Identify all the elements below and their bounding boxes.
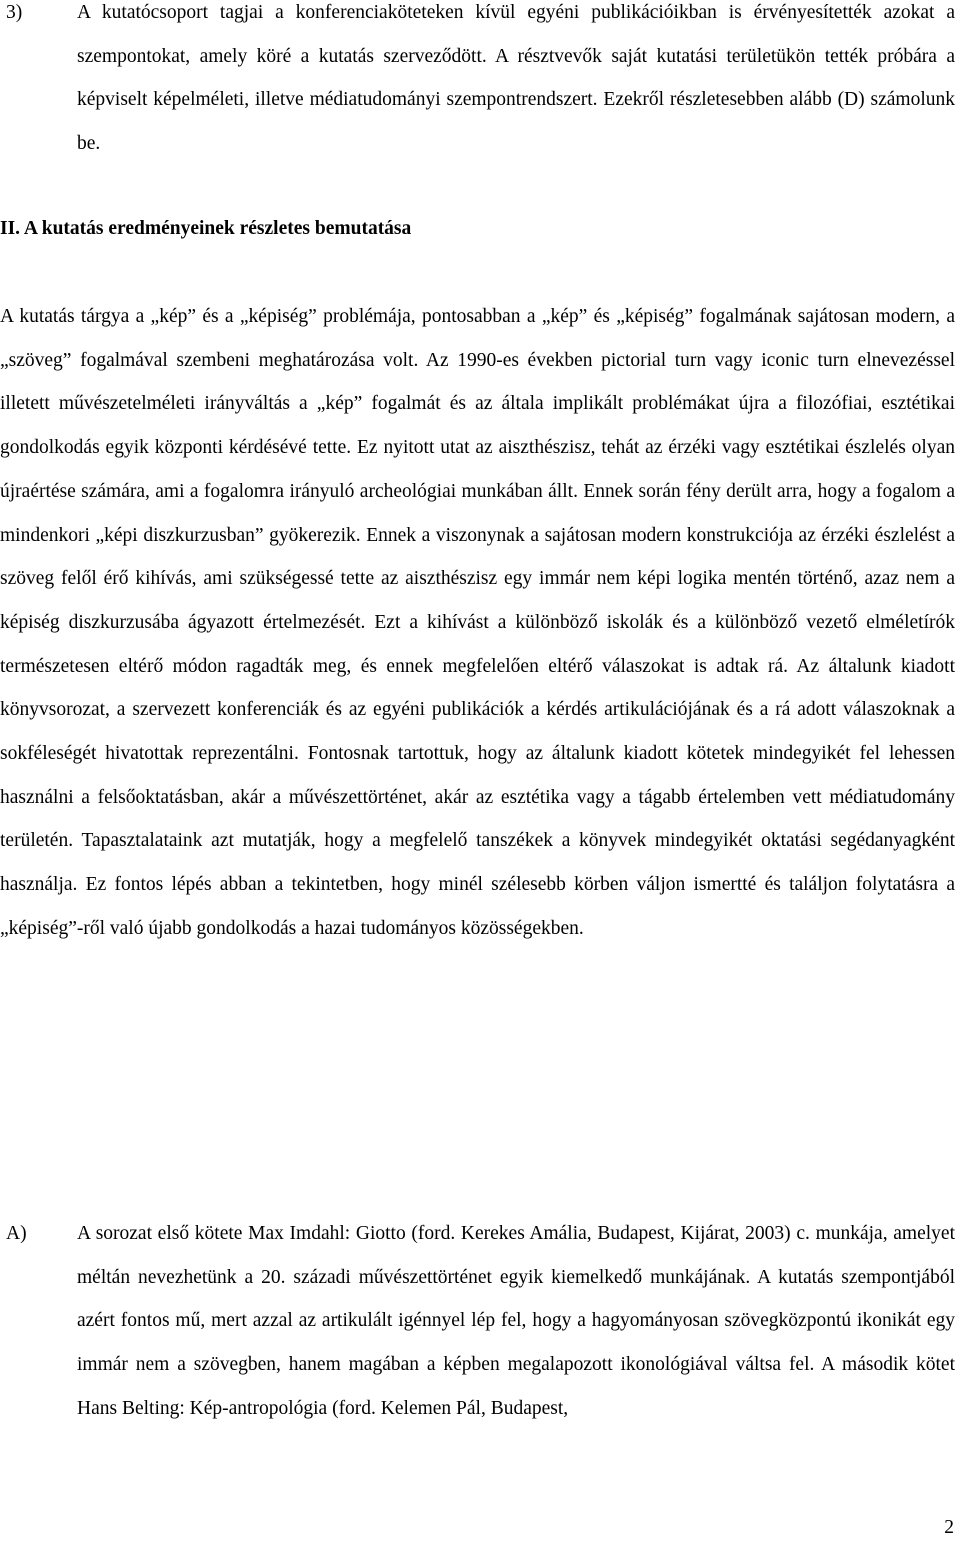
list-item-3: [0, 0, 955, 166]
list-item-number: A): [6, 1223, 27, 1244]
list-item-text: A sorozat első kötete Max Imdahl: Giotto (ford. Kerekes Amália, Budapest, Kijárat, 2003) c. munkája, amelyet méltán nevezhetünk a 20. századi művészettörténet egyik kiemelkedő munkájának. A kutatás szempontjából azért fontos mű, mert azzal az artikulált igénnyel lép fel, hogy a hagyományosan szövegközpontú ikonikát egy immár nem a szövegben, hanem magában a képben megalapozott ikonológiával váltsa fel. A második kötet Hans Belting: Kép-antropológia (ford. Kelemen Pál, Budapest,: [77, 1223, 955, 1419]
list-item-a: [0, 1212, 955, 1431]
page-number: 2: [944, 1517, 954, 1538]
list-item-text: A kutatócsoport tagjai a konferenciaköteteken kívül egyéni publikációikban is érvényesítették azokat a szempontokat, amely köré a kutatás szerveződött. A résztvevők saját kutatási területükön tették próbára a képviselt képelméleti, illetve médiatudományi szempontrendszert. Ezekről részletesebben alább (D) számolunk be.: [77, 2, 955, 155]
section-heading: II. A kutatás eredményeinek részletes bemutatása: [0, 218, 412, 239]
paragraph-text: A kutatás tárgya a „kép” és a „képiség” problémája, pontosabban a „kép” és „képiség” fogalmának sajátosan modern, a „szöveg” fogalmával szembeni meghatározása volt. Az 1990-es években pictorial turn vagy iconic turn elnevezéssel illetett művészetelméleti irányváltás a „kép” fogalmát és az általa implikált problémákat újra a filozófiai, esztétikai gondolkodás egyik központi kérdésévé tette. Ez nyitott utat az aiszthészisz, tehát az érzéki vagy esztétikai észlelés olyan újraértése számára, ami a fogalomra irányuló archeológiai munkában állt. Ennek során fény derült arra, hogy a fogalom a mindenkori „képi diszkurzusban” gyökerezik. Ennek a viszonynak a sajátosan modern konstrukciója az érzéki észlelést a szöveg felől érő kihívás, ami szükségessé tette az aiszthészisz egy immár nem képi logika mentén történő, azaz nem a képiség diszkurzusába ágyazott értelmezését. Ezt a kihívást a különböző iskolák és a különböző vezető elméletírók természetesen eltérő módon ragadták meg, és ennek megfelelően eltérő válaszokat is adtak rá. Az általunk kiadott könyvsorozat, a szervezett konferenciák és az egyéni publikációk a kérdés artikulációjának és a rá adott válaszoknak a sokféleségét hivatottak reprezentálni. Fontosnak tartottuk, hogy az általunk kiadott kötetek mindegyikét fel lehessen használni a felsőoktatásban, akár a művészettörténet, akár az esztétika vagy a tágabb értelemben vett médiatudomány területén. Tapasztalataink azt mutatják, hogy a megfelelő tanszékek a könyvek mindegyikét oktatási segédanyagként használja. Ez fontos lépés abban a tekintetben, hogy minél szélesebb körben váljon ismertté és találjon folytatásra a „képiség”-ről való újabb gondolkodás a hazai tudományos közösségekben.: [0, 306, 955, 939]
list-item-number: 3): [6, 2, 23, 23]
main-paragraph: [0, 295, 955, 951]
